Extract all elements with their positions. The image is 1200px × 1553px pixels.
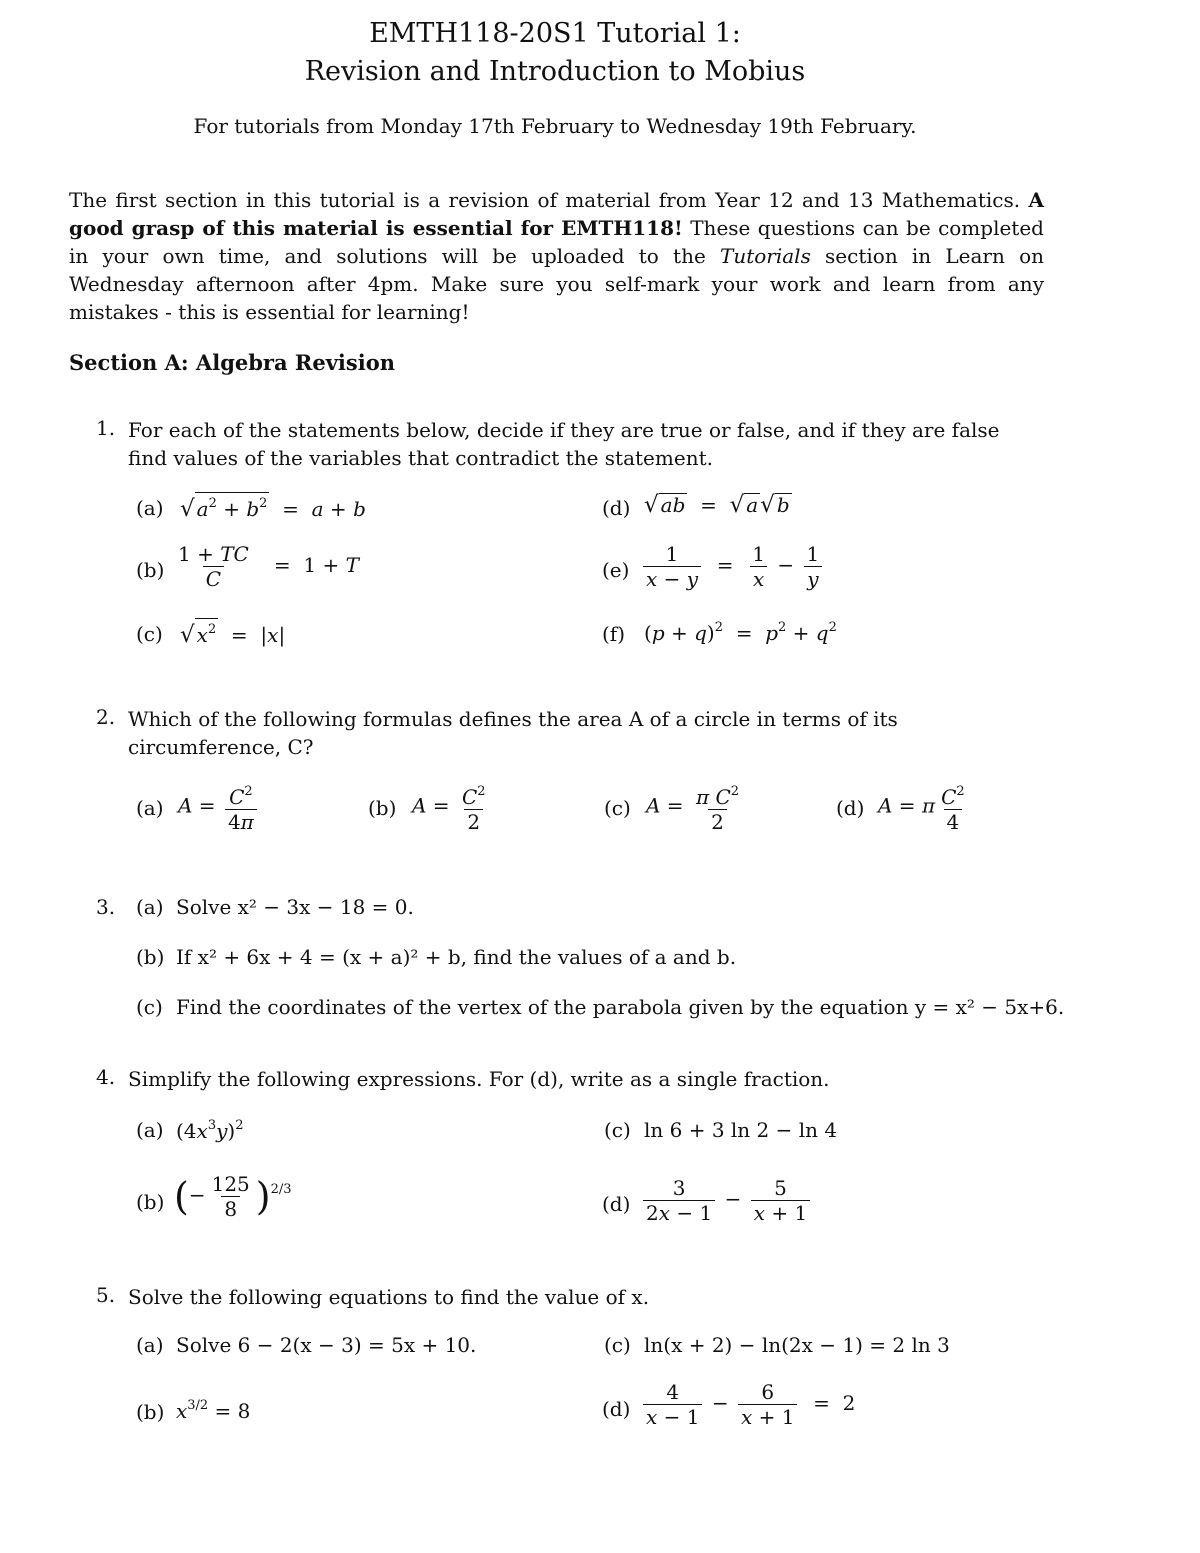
q1-label-a: (a) <box>136 496 164 520</box>
q1-expr-f: $(p + q)^2 = p^2 + q^2$ <box>644 620 837 645</box>
q4-expr-b: (− $\frac{125}{8}$ )$^{2/3}$ <box>174 1172 292 1221</box>
q2-label-a: (a) <box>136 796 164 820</box>
q5-label-b: (b) <box>136 1400 165 1424</box>
q5-number: 5. <box>96 1283 116 1307</box>
q5-text-c: ln(x + 2) − ln(2x − 1) = 2 ln 3 <box>644 1333 950 1357</box>
q5-text: Solve the following equations to find the value of x. <box>128 1285 650 1309</box>
q2-label-c: (c) <box>604 796 631 820</box>
q4-number: 4. <box>96 1065 116 1089</box>
q3-label-c: (c) <box>136 995 163 1019</box>
q5-expr-b: $x^{3/2} = 8$ <box>176 1398 251 1423</box>
q2-number: 2. <box>96 705 116 729</box>
intro-text-1: The first section in this tutorial is a revision of material from Year 12 and 13 Mathematics. <box>69 188 1021 212</box>
q3-label-a: (a) <box>136 895 164 919</box>
section-heading: Section A: Algebra Revision <box>69 350 395 375</box>
q5-label-d: (d) <box>602 1397 631 1421</box>
intro-bold-text: A good grasp of this material is essential for EMTH118! <box>69 188 1045 240</box>
q1-label-f: (f) <box>602 622 626 646</box>
q5-label-c: (c) <box>604 1333 631 1357</box>
q4-text: Simplify the following expressions. For (d), write as a single fraction. <box>128 1067 830 1091</box>
q4-label-a: (a) <box>136 1118 164 1142</box>
q1-number: 1. <box>96 416 116 440</box>
q3-text-a: Solve x² − 3x − 18 = 0. <box>176 895 414 919</box>
q4-expr-c: ln 6 + 3 ln 2 − ln 4 <box>644 1118 838 1142</box>
q4-label-c: (c) <box>604 1118 631 1142</box>
q3-label-b: (b) <box>136 945 165 969</box>
q1-label-b: (b) <box>136 558 165 582</box>
q4-label-b: (b) <box>136 1190 165 1214</box>
intro-paragraph <box>69 186 1044 326</box>
q5-text-a: Solve 6 − 2(x − 3) = 5x + 10. <box>176 1333 477 1357</box>
tutorial-dates: For tutorials from Monday 17th February to Wednesday 19th February. <box>193 114 917 138</box>
q1-label-c: (c) <box>136 622 163 646</box>
q2-expr-a: A = $\frac{C^2}{4\pi}$ <box>178 780 260 834</box>
q3-number: 3. <box>96 895 116 919</box>
intro-italic-text: Tutorials <box>720 244 811 268</box>
q4-expr-d: $\frac{3}{2x - 1}$ − $\frac{5}{x + 1}$ <box>640 1176 813 1225</box>
q4-label-d: (d) <box>602 1192 631 1216</box>
page-title: EMTH118-20S1 Tutorial 1: <box>369 18 741 49</box>
q4-expr-a: $(4x^3y)^2$ <box>176 1118 244 1143</box>
q5-expr-d: $\frac{4}{x - 1}$ − $\frac{6}{x + 1}$ = 2 <box>640 1380 855 1429</box>
q5-label-a: (a) <box>136 1333 164 1357</box>
q1-text: For each of the statements below, decide if they are true or false, and if they are false find values of the variables that contradict the statement. <box>128 418 1000 470</box>
intro-text-3: section in Learn on Wednesday afternoon after 4pm. Make sure you self-mark your work and learn from any mistakes - this is essential for learning! <box>69 244 1044 324</box>
q2-label-d: (d) <box>836 796 865 820</box>
q1-expr-e: $\frac{1}{x - y}$ = $\frac{1}{x}$ − $\frac{1}{y}$ <box>640 542 825 591</box>
q3-text-b: If x² + 6x + 4 = (x + a)² + b, find the values of a and b. <box>176 945 737 969</box>
q1-expr-d: √ ab = √ a√ b <box>644 492 790 518</box>
q2-expr-d: A = π $\frac{C^2}{4}$ <box>878 784 965 834</box>
q2-text: Which of the following formulas defines the area A of a circle in terms of its circumference, C? <box>128 707 898 759</box>
q1-expr-c: √ $x^2 = |x|$ <box>180 618 285 648</box>
q2-label-b: (b) <box>368 796 397 820</box>
q1-label-e: (e) <box>602 558 630 582</box>
intro-text-2: These questions can be completed in your own time, and solutions will be uploaded to the <box>69 216 1044 268</box>
q2-expr-b: A = $\frac{C^2}{2}$ <box>412 784 486 834</box>
q3-text-c: Find the coordinates of the vertex of the parabola given by the equation y = x² − 5x+6. <box>176 995 1065 1019</box>
q1-expr-a: √ $a^2 + b^2 = a + b$ <box>180 492 366 522</box>
page-subtitle-title: Revision and Introduction to Mobius <box>304 56 806 87</box>
q2-expr-c: A = $\frac{\pi C^2}{2}$ <box>646 784 740 834</box>
q1-label-d: (d) <box>602 496 631 520</box>
q1-expr-b: $\frac{1 + TC}{C}$ = 1 + T <box>178 542 359 591</box>
